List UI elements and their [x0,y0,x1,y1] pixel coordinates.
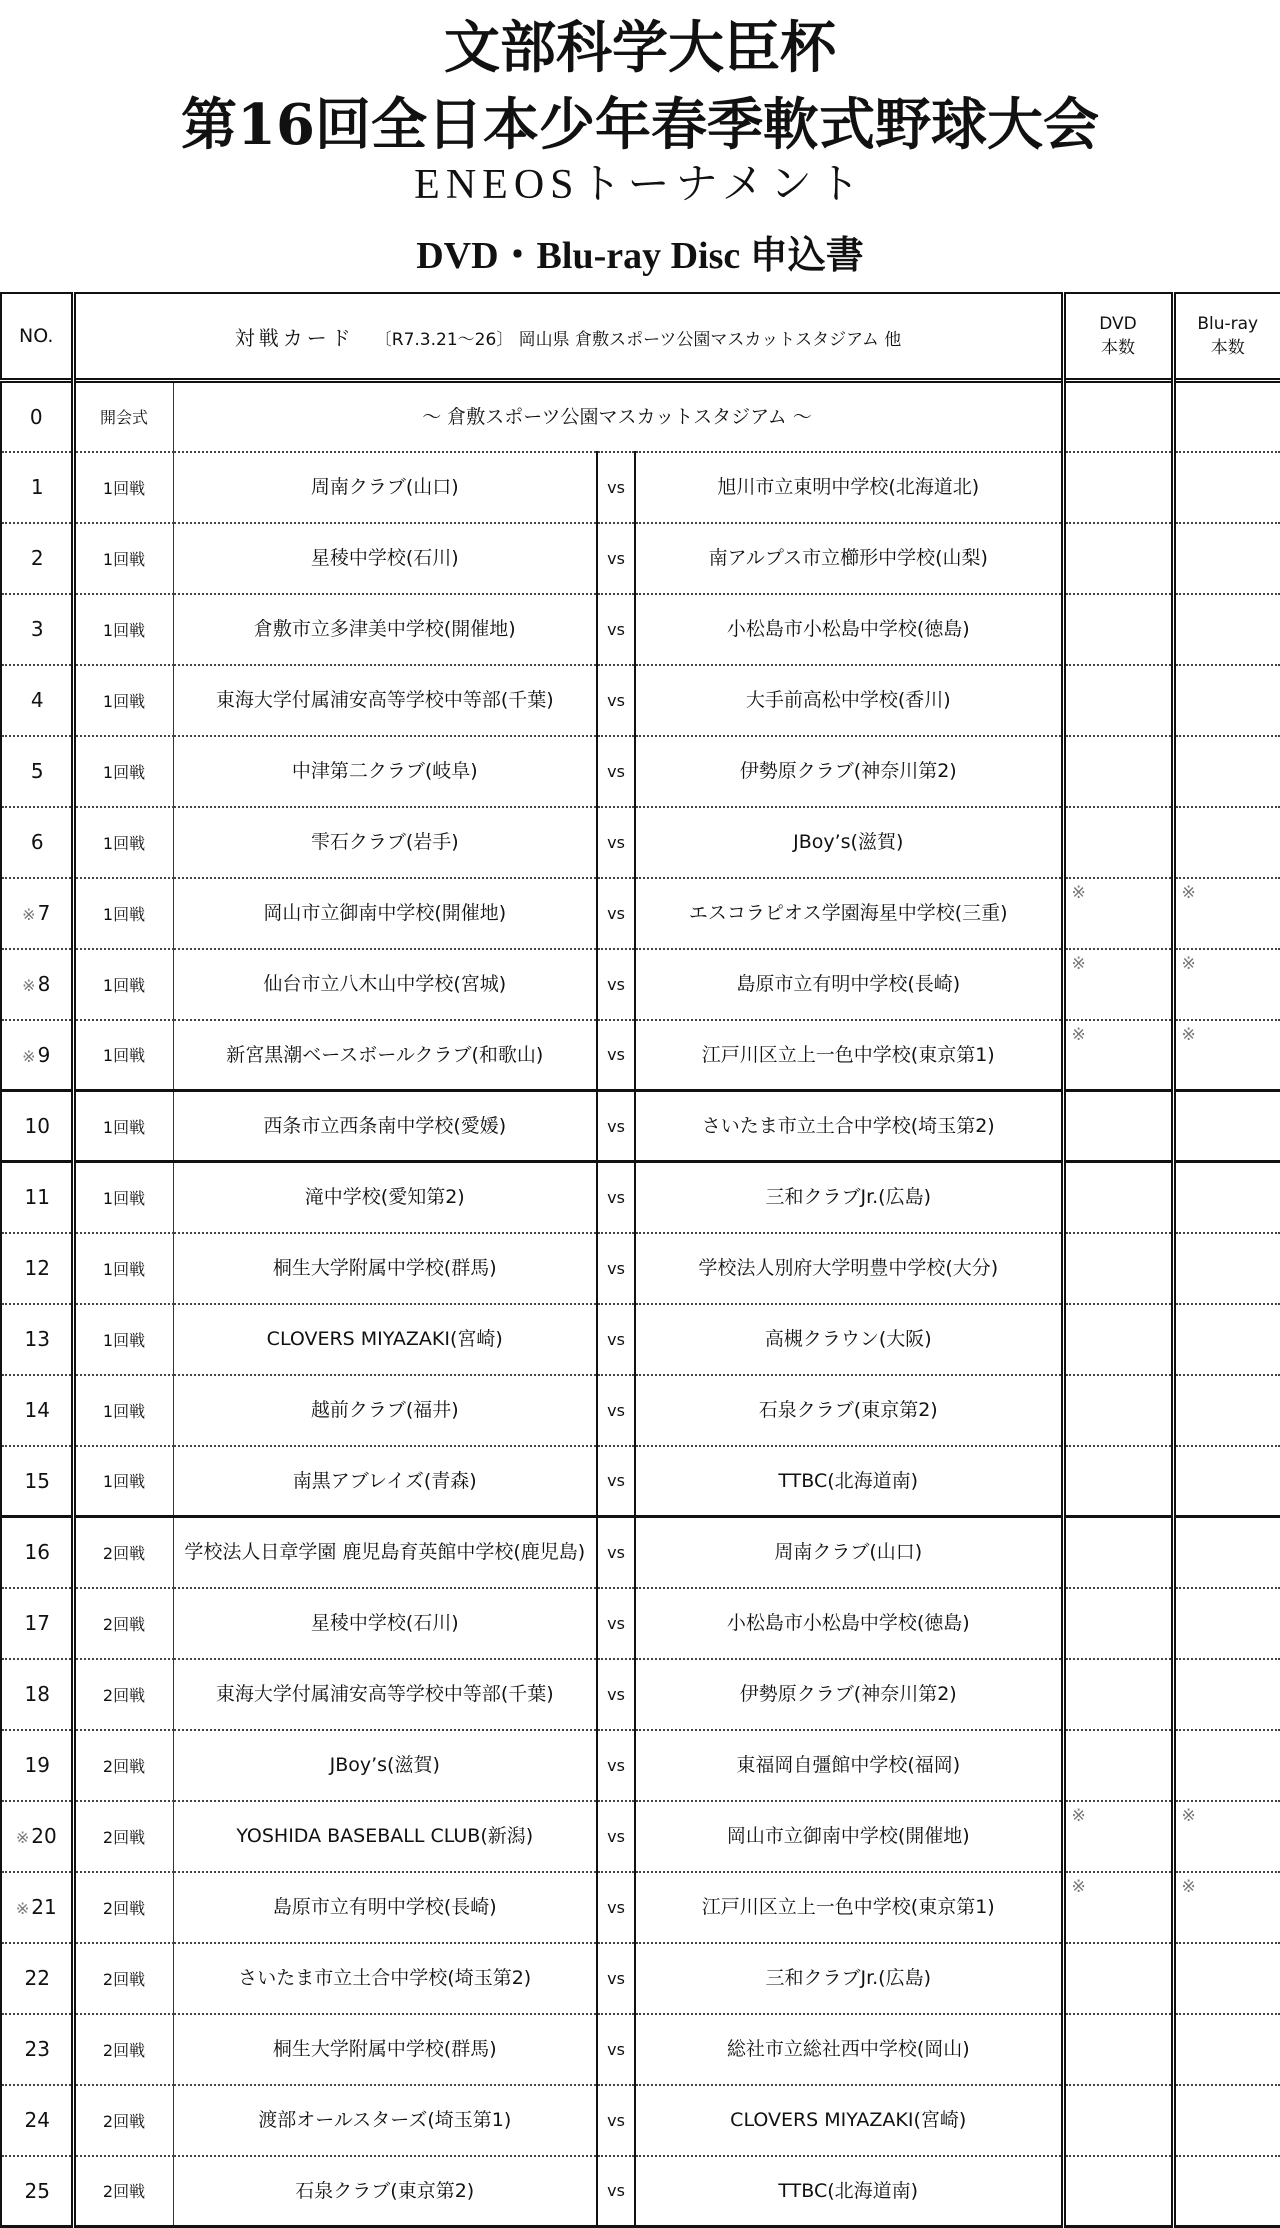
match-number: 8 [38,972,51,996]
vs-label: vs [597,878,635,949]
vs-label: vs [597,1091,635,1162]
bluray-note-mark: ※ [1182,1025,1196,1045]
row-number [1,1588,73,1659]
row-number [1,1517,73,1588]
row-number [1,1872,73,1943]
team-a: 渡部オールスターズ(埼玉第1) [173,2085,597,2156]
dvd-quantity-cell[interactable] [1063,2014,1173,2085]
row-number [1,807,73,878]
team-b: 石泉クラブ(東京第2) [635,1375,1063,1446]
vs-label: vs [597,1659,635,1730]
match-row [1,736,1280,807]
team-a: 島原市立有明中学校(長崎) [173,1872,597,1943]
vs-label: vs [597,594,635,665]
vs-label: vs [597,736,635,807]
team-b: 大手前高松中学校(香川) [635,665,1063,736]
match-number: 11 [25,1185,50,1209]
row-number [1,665,73,736]
vs-label: vs [597,2014,635,2085]
team-a: CLOVERS MIYAZAKI(宮崎) [173,1304,597,1375]
row-number [1,1801,73,1872]
match-number: 4 [31,688,44,712]
bluray-quantity-cell[interactable] [1173,381,1280,452]
bluray-note-mark: ※ [1182,954,1196,974]
row-number [1,2156,73,2227]
team-b: 伊勢原クラブ(神奈川第2) [635,1659,1063,1730]
team-a: 越前クラブ(福井) [173,1375,597,1446]
team-b: 小松島市小松島中学校(徳島) [635,594,1063,665]
bluray-quantity-cell[interactable] [1173,1162,1280,1233]
match-number: 25 [25,2179,50,2203]
dvd-note-mark: ※ [1072,954,1086,974]
row-number [1,452,73,523]
match-row [1,1162,1280,1233]
match-row [1,949,1280,1020]
round-label: 1回戦 [73,736,173,807]
team-b: CLOVERS MIYAZAKI(宮崎) [635,2085,1063,2156]
dvd-quantity-cell[interactable] [1063,1375,1173,1446]
vs-label: vs [597,1446,635,1517]
team-a: 南黒アブレイズ(青森) [173,1446,597,1517]
round-label: 1回戦 [73,1020,173,1091]
order-table [0,292,1280,2228]
match-number: 23 [25,2037,50,2061]
row-number [1,1375,73,1446]
dvd-quantity-cell[interactable] [1063,1091,1173,1162]
bluray-quantity-cell[interactable] [1173,1872,1280,1943]
team-b: 島原市立有明中学校(長崎) [635,949,1063,1020]
dvd-quantity-cell[interactable] [1063,1943,1173,2014]
team-b: 高槻クラウン(大阪) [635,1304,1063,1375]
dvd-quantity-cell[interactable] [1063,452,1173,523]
team-a: 中津第二クラブ(岐阜) [173,736,597,807]
team-b: TTBC(北海道南) [635,1446,1063,1517]
row-number [1,1659,73,1730]
match-number: 16 [25,1540,50,1564]
match-row [1,1588,1280,1659]
round-label: 2回戦 [73,1730,173,1801]
match-row [1,1943,1280,2014]
row-number [1,878,73,949]
round-label: 1回戦 [73,807,173,878]
team-a: さいたま市立土合中学校(埼玉第2) [173,1943,597,2014]
bluray-quantity-cell[interactable] [1173,807,1280,878]
bluray-quantity-cell[interactable] [1173,2085,1280,2156]
team-b: 伊勢原クラブ(神奈川第2) [635,736,1063,807]
row-number [1,949,73,1020]
bluray-quantity-cell[interactable] [1173,452,1280,523]
vs-label: vs [597,1304,635,1375]
header-dvd-line1: DVD [1066,312,1171,336]
bluray-quantity-cell[interactable] [1173,1446,1280,1517]
match-number: 10 [25,1114,50,1138]
dvd-quantity-cell[interactable] [1063,736,1173,807]
sponsor-title: ENEOSトーナメント [0,156,1280,214]
match-number: 19 [25,1753,50,1777]
note-mark: ※ [22,905,35,924]
dvd-quantity-cell[interactable] [1063,2085,1173,2156]
bluray-quantity-cell[interactable] [1173,736,1280,807]
match-number: 3 [31,617,44,641]
header-card-label: 対戦カード [235,326,355,350]
bluray-quantity-cell[interactable] [1173,1020,1280,1091]
bluray-quantity-cell[interactable] [1173,1091,1280,1162]
round-label: 2回戦 [73,1872,173,1943]
vs-label: vs [597,1162,635,1233]
vs-label: vs [597,2085,635,2156]
round-label: 2回戦 [73,1943,173,2014]
match-number: 9 [38,1043,51,1067]
dvd-quantity-cell[interactable] [1063,1801,1173,1872]
row-number [1,594,73,665]
match-number: 1 [31,475,44,499]
note-mark: ※ [16,1828,29,1847]
opening-venue: ～ 倉敷スポーツ公園マスカットスタジアム ～ [173,381,1063,452]
row-number [1,736,73,807]
team-b: 東福岡自彊館中学校(福岡) [635,1730,1063,1801]
team-a: 東海大学付属浦安高等学校中等部(千葉) [173,1659,597,1730]
bluray-note-mark: ※ [1182,1806,1196,1826]
match-row [1,1091,1280,1162]
team-a: 倉敷市立多津美中学校(開催地) [173,594,597,665]
form-title: DVD・Blu-ray Disc 申込書 [0,228,1280,284]
note-mark: ※ [22,1047,35,1066]
vs-label: vs [597,1233,635,1304]
round-label: 1回戦 [73,1375,173,1446]
team-a: 滝中学校(愛知第2) [173,1162,597,1233]
match-row [1,665,1280,736]
note-mark: ※ [16,1899,29,1918]
header-blu-line1: Blu-ray [1176,312,1280,336]
dvd-quantity-cell[interactable] [1063,381,1173,452]
row-number [1,1233,73,1304]
round-label: 2回戦 [73,1659,173,1730]
header-card-sub: 〔R7.3.21～26〕 岡山県 倉敷スポーツ公園マスカットスタジアム 他 [375,330,902,350]
match-row [1,1801,1280,1872]
dvd-quantity-cell[interactable] [1063,1446,1173,1517]
team-a: 星稜中学校(石川) [173,1588,597,1659]
dvd-quantity-cell[interactable] [1063,1020,1173,1091]
vs-label: vs [597,1730,635,1801]
vs-label: vs [597,1872,635,1943]
row-number [1,2014,73,2085]
dvd-note-mark: ※ [1072,1806,1086,1826]
team-a: 雫石クラブ(岩手) [173,807,597,878]
team-a: 岡山市立御南中学校(開催地) [173,878,597,949]
team-a: 桐生大学附属中学校(群馬) [173,2014,597,2085]
vs-label: vs [597,665,635,736]
header-dvd-line2: 本数 [1066,336,1171,360]
team-a: 石泉クラブ(東京第2) [173,2156,597,2227]
bluray-quantity-cell[interactable] [1173,1375,1280,1446]
dvd-quantity-cell[interactable] [1063,1730,1173,1801]
round-label: 1回戦 [73,594,173,665]
round-label: 1回戦 [73,523,173,594]
row-number [1,1020,73,1091]
dvd-quantity-cell[interactable] [1063,807,1173,878]
match-number: 6 [31,830,44,854]
vs-label: vs [597,1801,635,1872]
header-dvd-count [1063,293,1173,381]
bluray-quantity-cell[interactable] [1173,878,1280,949]
match-number: 17 [25,1611,50,1635]
round-label: 1回戦 [73,1233,173,1304]
vs-label: vs [597,1943,635,2014]
team-b: TTBC(北海道南) [635,2156,1063,2227]
bluray-quantity-cell[interactable] [1173,2014,1280,2085]
match-row [1,807,1280,878]
round-label: 2回戦 [73,1801,173,1872]
match-row [1,2156,1280,2227]
team-b: 三和クラブJr.(広島) [635,1943,1063,2014]
dvd-quantity-cell[interactable] [1063,665,1173,736]
team-b: 総社市立総社西中学校(岡山) [635,2014,1063,2085]
vs-label: vs [597,1020,635,1091]
header-no: NO. [1,293,73,381]
vs-label: vs [597,949,635,1020]
bluray-note-mark: ※ [1182,1877,1196,1897]
team-a: 仙台市立八木山中学校(宮城) [173,949,597,1020]
row-number [1,1446,73,1517]
match-row [1,452,1280,523]
dvd-quantity-cell[interactable] [1063,1517,1173,1588]
vs-label: vs [597,1588,635,1659]
row-number [1,1091,73,1162]
header-match-card [73,293,1063,381]
team-a: 西条市立西条南中学校(愛媛) [173,1091,597,1162]
round-label: 2回戦 [73,2014,173,2085]
team-b: 南アルプス市立櫛形中学校(山梨) [635,523,1063,594]
match-number: 24 [25,2108,50,2132]
match-row [1,523,1280,594]
round-label: 1回戦 [73,452,173,523]
vs-label: vs [597,1517,635,1588]
match-number: 7 [38,901,51,925]
match-row [1,1872,1280,1943]
team-a: 学校法人日章学園 鹿児島育英館中学校(鹿児島) [173,1517,597,1588]
team-a: 周南クラブ(山口) [173,452,597,523]
team-b: 学校法人別府大学明豊中学校(大分) [635,1233,1063,1304]
round-label: 2回戦 [73,1517,173,1588]
team-a: 桐生大学附属中学校(群馬) [173,1233,597,1304]
team-b: 旭川市立東明中学校(北海道北) [635,452,1063,523]
bluray-quantity-cell[interactable] [1173,1659,1280,1730]
match-row [1,1233,1280,1304]
bluray-quantity-cell[interactable] [1173,1801,1280,1872]
match-number: 13 [25,1327,50,1351]
match-number: 22 [25,1966,50,1990]
dvd-quantity-cell[interactable] [1063,949,1173,1020]
match-row [1,878,1280,949]
bluray-note-mark: ※ [1182,883,1196,903]
round-label: 2回戦 [73,2085,173,2156]
team-b: エスコラピオス学園海星中学校(三重) [635,878,1063,949]
match-number: 15 [25,1469,50,1493]
team-b: 岡山市立御南中学校(開催地) [635,1801,1063,1872]
dvd-quantity-cell[interactable] [1063,1588,1173,1659]
round-label: 1回戦 [73,878,173,949]
match-number: 5 [31,759,44,783]
match-number: 18 [25,1682,50,1706]
vs-label: vs [597,523,635,594]
team-a: JBoy’s(滋賀) [173,1730,597,1801]
dvd-quantity-cell[interactable] [1063,594,1173,665]
header-bluray-count [1173,293,1280,381]
bluray-quantity-cell[interactable] [1173,1588,1280,1659]
match-number: 2 [31,546,44,570]
bluray-quantity-cell[interactable] [1173,2156,1280,2227]
row-number [1,1304,73,1375]
dvd-quantity-cell[interactable] [1063,1233,1173,1304]
match-row [1,594,1280,665]
dvd-quantity-cell[interactable] [1063,1304,1173,1375]
dvd-quantity-cell[interactable] [1063,1162,1173,1233]
opening-ceremony-row [1,381,1280,452]
bluray-quantity-cell[interactable] [1173,1304,1280,1375]
team-b: 三和クラブJr.(広島) [635,1162,1063,1233]
dvd-quantity-cell[interactable] [1063,1659,1173,1730]
row-number [1,1730,73,1801]
dvd-note-mark: ※ [1072,1025,1086,1045]
team-b: 周南クラブ(山口) [635,1517,1063,1588]
team-b: さいたま市立土合中学校(埼玉第2) [635,1091,1063,1162]
row-number [1,2085,73,2156]
team-b: 江戸川区立上一色中学校(東京第1) [635,1020,1063,1091]
match-row [1,2014,1280,2085]
match-row [1,1730,1280,1801]
team-b: 江戸川区立上一色中学校(東京第1) [635,1872,1063,1943]
row-number [1,523,73,594]
match-number: 14 [25,1398,50,1422]
team-a: 星稜中学校(石川) [173,523,597,594]
dvd-quantity-cell[interactable] [1063,523,1173,594]
match-row [1,1517,1280,1588]
round-label: 1回戦 [73,1162,173,1233]
round-label: 開会式 [73,381,173,452]
bluray-quantity-cell[interactable] [1173,1517,1280,1588]
bluray-quantity-cell[interactable] [1173,1730,1280,1801]
row-number [1,1162,73,1233]
header-blu-line2: 本数 [1176,336,1280,360]
round-label: 1回戦 [73,1091,173,1162]
round-label: 2回戦 [73,2156,173,2227]
team-b: JBoy’s(滋賀) [635,807,1063,878]
match-row [1,2085,1280,2156]
dvd-quantity-cell[interactable] [1063,1872,1173,1943]
match-row [1,1304,1280,1375]
round-label: 1回戦 [73,949,173,1020]
match-row [1,1375,1280,1446]
bluray-quantity-cell[interactable] [1173,949,1280,1020]
dvd-quantity-cell[interactable] [1063,878,1173,949]
bluray-quantity-cell[interactable] [1173,594,1280,665]
bluray-quantity-cell[interactable] [1173,1943,1280,2014]
tournament-title: 第16回全日本少年春季軟式野球大会 [0,82,1280,168]
match-number: 20 [31,1824,56,1848]
vs-label: vs [597,807,635,878]
match-row [1,1446,1280,1517]
bluray-quantity-cell[interactable] [1173,1233,1280,1304]
round-label: 2回戦 [73,1588,173,1659]
match-number: 21 [31,1895,56,1919]
bluray-quantity-cell[interactable] [1173,665,1280,736]
match-row [1,1020,1280,1091]
round-label: 1回戦 [73,1446,173,1517]
round-label: 1回戦 [73,665,173,736]
vs-label: vs [597,1375,635,1446]
cup-title: 文部科学大臣杯 [0,6,1280,90]
vs-label: vs [597,2156,635,2227]
dvd-quantity-cell[interactable] [1063,2156,1173,2227]
vs-label: vs [597,452,635,523]
row-number: 0 [1,381,73,452]
table-header-row [1,293,1280,381]
note-mark: ※ [22,976,35,995]
team-a: YOSHIDA BASEBALL CLUB(新潟) [173,1801,597,1872]
match-number: 12 [25,1256,50,1280]
match-row [1,1659,1280,1730]
bluray-quantity-cell[interactable] [1173,523,1280,594]
dvd-note-mark: ※ [1072,883,1086,903]
team-b: 小松島市小松島中学校(徳島) [635,1588,1063,1659]
team-a: 東海大学付属浦安高等学校中等部(千葉) [173,665,597,736]
round-label: 1回戦 [73,1304,173,1375]
dvd-note-mark: ※ [1072,1877,1086,1897]
row-number [1,1943,73,2014]
team-a: 新宮黒潮ベースボールクラブ(和歌山) [173,1020,597,1091]
